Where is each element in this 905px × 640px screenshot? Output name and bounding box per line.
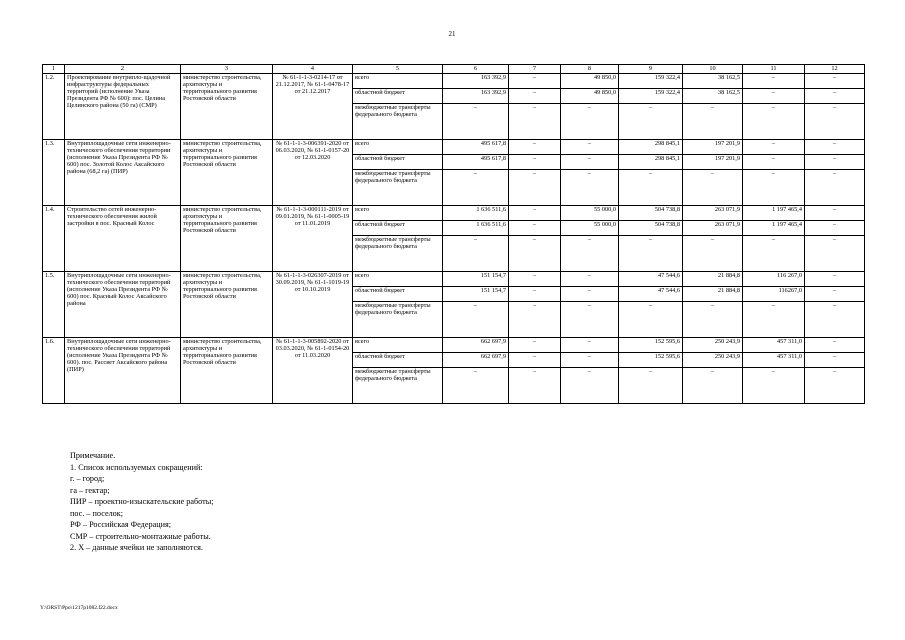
note-line: га – гектар;: [70, 485, 110, 495]
amount-cell: –: [561, 302, 619, 338]
funding-source: всего: [353, 140, 443, 155]
table-body: [43, 74, 865, 404]
amount-cell: –: [561, 140, 619, 155]
amount-cell: –: [561, 170, 619, 206]
amount-cell: 197 201,9: [683, 140, 743, 155]
amount-cell: –: [683, 104, 743, 140]
amount-cell: 38 162,5: [683, 89, 743, 104]
amount-cell: –: [443, 236, 509, 272]
amount-cell: –: [743, 104, 805, 140]
amount-cell: –: [509, 302, 561, 338]
amount-cell: 55 000,0: [561, 221, 619, 236]
agency-name: министерство строительства, архитектуры и территориального развития Ростовской области: [181, 338, 273, 404]
amount-cell: –: [509, 89, 561, 104]
amount-cell: 116267,0: [743, 287, 805, 302]
amount-cell: –: [619, 302, 683, 338]
amount-cell: 151 154,7: [443, 287, 509, 302]
amount-cell: –: [805, 353, 865, 368]
amount-cell: 298 845,1: [619, 140, 683, 155]
document-ref: № 61-1-1-3-000111-2019 от 09.01.2019, № 61-1-0005-19 от 11.01.2019: [273, 206, 353, 272]
amount-cell: –: [443, 302, 509, 338]
funding-source: областной бюджет: [353, 287, 443, 302]
amount-cell: 250 243,9: [683, 353, 743, 368]
amount-cell: –: [805, 302, 865, 338]
funding-source: всего: [353, 272, 443, 287]
note-line: СМР – строительно-монтажные работы.: [70, 531, 211, 541]
amount-cell: –: [443, 368, 509, 404]
column-header: 7: [509, 65, 561, 74]
agency-name: министерство строительства, архитектуры и территориального развития Ростовской области: [181, 272, 273, 338]
amount-cell: 662 697,9: [443, 338, 509, 353]
amount-cell: –: [805, 104, 865, 140]
funding-source: областной бюджет: [353, 221, 443, 236]
amount-cell: 495 617,8: [443, 155, 509, 170]
page-number: 21: [448, 30, 456, 38]
agency-name: министерство строительства, архитектуры и территориального развития Ростовской области: [181, 206, 273, 272]
column-header: 11: [743, 65, 805, 74]
amount-cell: –: [619, 236, 683, 272]
note-line: 1. Список используемых сокращений:: [70, 462, 203, 472]
amount-cell: 49 850,0: [561, 74, 619, 89]
amount-cell: –: [561, 338, 619, 353]
document-ref: № 61-1-1-3-006391-2020 от 06.03.2020, № 61-1-0157-20 от 12.03.2020: [273, 140, 353, 206]
column-header: 12: [805, 65, 865, 74]
row-index: 1.2.: [43, 74, 65, 140]
column-header: 10: [683, 65, 743, 74]
amount-cell: –: [561, 272, 619, 287]
row-index: 1.3.: [43, 140, 65, 206]
amount-cell: 1 636 511,6: [443, 221, 509, 236]
amount-cell: 1 197 465,4: [743, 206, 805, 221]
note-line: 2. Х – данные ячейки не заполняются.: [70, 543, 203, 552]
note-line: ПИР – проектно-изыскательские работы;: [70, 497, 214, 506]
amount-cell: –: [509, 74, 561, 89]
amount-cell: –: [683, 368, 743, 404]
amount-cell: 1 197 465,4: [743, 221, 805, 236]
amount-cell: 152 595,6: [619, 338, 683, 353]
amount-cell: –: [805, 89, 865, 104]
table-row: [43, 140, 865, 155]
amount-cell: –: [619, 170, 683, 206]
object-name: Внутриплощадочные сети инженерно-технического обеспечения территорий (исполнение Указа Президента РФ № 600) пос. Красный Колос Аксайского района: [65, 272, 181, 338]
amount-cell: 1 636 511,6: [443, 206, 509, 221]
notes: [70, 450, 470, 554]
column-header: 5: [353, 65, 443, 74]
amount-cell: –: [509, 353, 561, 368]
amount-cell: 21 884,8: [683, 287, 743, 302]
column-header: 3: [181, 65, 273, 74]
amount-cell: –: [805, 338, 865, 353]
amount-cell: –: [561, 104, 619, 140]
row-index: 1.5.: [43, 272, 65, 338]
row-index: 1.4.: [43, 206, 65, 272]
amount-cell: –: [509, 368, 561, 404]
column-header: 9: [619, 65, 683, 74]
amount-cell: 159 322,4: [619, 89, 683, 104]
amount-cell: –: [443, 170, 509, 206]
amount-cell: 495 617,8: [443, 140, 509, 155]
amount-cell: –: [509, 140, 561, 155]
amount-cell: 457 311,0: [743, 353, 805, 368]
amount-cell: –: [805, 368, 865, 404]
amount-cell: 116 267,0: [743, 272, 805, 287]
amount-cell: 662 697,9: [443, 353, 509, 368]
column-header: 4: [273, 65, 353, 74]
amount-cell: –: [443, 104, 509, 140]
amount-cell: –: [509, 104, 561, 140]
object-name: Строительство сетей инженерно-технического обеспечения жилой застройки в пос. Красный Колос: [65, 206, 181, 272]
amount-cell: –: [683, 302, 743, 338]
funding-source: областной бюджет: [353, 89, 443, 104]
amount-cell: 250 243,9: [683, 338, 743, 353]
amount-cell: 298 845,1: [619, 155, 683, 170]
amount-cell: –: [805, 236, 865, 272]
funding-source: межбюджетные трансферты федерального бюджета: [353, 170, 443, 206]
document-ref: № 61-1-1-3-026307-2019 от 30.09.2019, № 61-1-1019-19 от 10.10.2019: [273, 272, 353, 338]
amount-cell: 159 322,4: [619, 74, 683, 89]
amount-cell: –: [509, 338, 561, 353]
file-path: Y:\ORST\Ppo\1217p1082.f22.docx: [40, 605, 118, 611]
note-line: г. – город;: [70, 474, 105, 483]
funding-source: всего: [353, 74, 443, 89]
table-row: [43, 272, 865, 287]
amount-cell: –: [561, 353, 619, 368]
amount-cell: –: [509, 170, 561, 206]
agency-name: министерство строительства, архитектуры и территориального развития Ростовской области: [181, 140, 273, 206]
amount-cell: –: [509, 272, 561, 287]
column-header: 2: [65, 65, 181, 74]
funding-source: межбюджетные трансферты федерального бюджета: [353, 236, 443, 272]
amount-cell: 47 544,6: [619, 272, 683, 287]
budget-table: [42, 64, 865, 404]
amount-cell: –: [509, 236, 561, 272]
note-line: РФ – Российская Федерация;: [70, 520, 172, 529]
funding-source: всего: [353, 338, 443, 353]
amount-cell: –: [743, 140, 805, 155]
amount-cell: 197 201,9: [683, 155, 743, 170]
object-name: Внутриплощадочные сети инженерно-технического обеспечения территории (исполнение Указа Президента РФ № 600) пос. Золотой Колос Аксайского района (68,2 га) (ПИР): [65, 140, 181, 206]
amount-cell: –: [683, 236, 743, 272]
note-line: пос. – поселок;: [70, 508, 124, 518]
amount-cell: –: [805, 155, 865, 170]
funding-source: всего: [353, 206, 443, 221]
amount-cell: –: [561, 236, 619, 272]
amount-cell: –: [805, 272, 865, 287]
amount-cell: –: [619, 368, 683, 404]
amount-cell: 263 071,9: [683, 221, 743, 236]
amount-cell: 38 162,5: [683, 74, 743, 89]
amount-cell: –: [743, 368, 805, 404]
amount-cell: –: [619, 104, 683, 140]
amount-cell: 163 392,9: [443, 74, 509, 89]
funding-source: межбюджетные трансферты федерального бюджета: [353, 302, 443, 338]
amount-cell: –: [561, 368, 619, 404]
amount-cell: 55 000,0: [561, 206, 619, 221]
column-header: 8: [561, 65, 619, 74]
agency-name: министерство строительства, архитектуры и территориального развития Ростовской области: [181, 74, 273, 140]
amount-cell: 263 071,9: [683, 206, 743, 221]
amount-cell: –: [743, 155, 805, 170]
amount-cell: –: [743, 236, 805, 272]
amount-cell: –: [683, 170, 743, 206]
amount-cell: 504 738,8: [619, 221, 683, 236]
amount-cell: –: [805, 170, 865, 206]
object-name: Проектирование внутрипло-щадочной инфраструктуры федеральных территорий (исполнение Указа Президента РФ № 600): пос. Целина Целинского района (50 га) (СМР): [65, 74, 181, 140]
amount-cell: –: [805, 206, 865, 221]
row-index: 1.6.: [43, 338, 65, 404]
amount-cell: –: [561, 155, 619, 170]
amount-cell: –: [743, 89, 805, 104]
amount-cell: –: [509, 221, 561, 236]
amount-cell: –: [561, 287, 619, 302]
amount-cell: 47 544,6: [619, 287, 683, 302]
amount-cell: –: [743, 170, 805, 206]
amount-cell: –: [743, 302, 805, 338]
document-ref: № 61-1-1-3-005892-2020 от 03.03.2020, № 61-1-0154-20 от 11.03.2020: [273, 338, 353, 404]
column-header: 1: [43, 65, 65, 74]
amount-cell: 21 884,8: [683, 272, 743, 287]
header-row: [43, 65, 865, 74]
amount-cell: –: [509, 155, 561, 170]
amount-cell: 163 392,9: [443, 89, 509, 104]
object-name: Внутриплощадочные сети инженерно-технического обеспечения территорий (исполнение Указа Президента РФ № 600). пос. Рассвет Аксайского района (ПИР): [65, 338, 181, 404]
amount-cell: 151 154,7: [443, 272, 509, 287]
amount-cell: 49 850,0: [561, 89, 619, 104]
amount-cell: –: [743, 74, 805, 89]
amount-cell: –: [509, 287, 561, 302]
amount-cell: –: [805, 221, 865, 236]
document-ref: № 61-1-1-3-0214-17 от 21.12.2017, № 61-1-0478-17 от 21.12.2017: [273, 74, 353, 140]
funding-source: межбюджетные трансферты федерального бюджета: [353, 104, 443, 140]
table-row: [43, 206, 865, 221]
amount-cell: –: [805, 287, 865, 302]
amount-cell: 504 738,8: [619, 206, 683, 221]
funding-source: областной бюджет: [353, 353, 443, 368]
amount-cell: –: [805, 74, 865, 89]
table-row: [43, 338, 865, 353]
amount-cell: –: [509, 206, 561, 221]
amount-cell: 457 311,0: [743, 338, 805, 353]
column-header: 6: [443, 65, 509, 74]
note-line: Примечание.: [70, 451, 116, 460]
amount-cell: 152 595,6: [619, 353, 683, 368]
table-row: [43, 74, 865, 89]
amount-cell: –: [805, 140, 865, 155]
funding-source: межбюджетные трансферты федерального бюджета: [353, 368, 443, 404]
funding-source: областной бюджет: [353, 155, 443, 170]
